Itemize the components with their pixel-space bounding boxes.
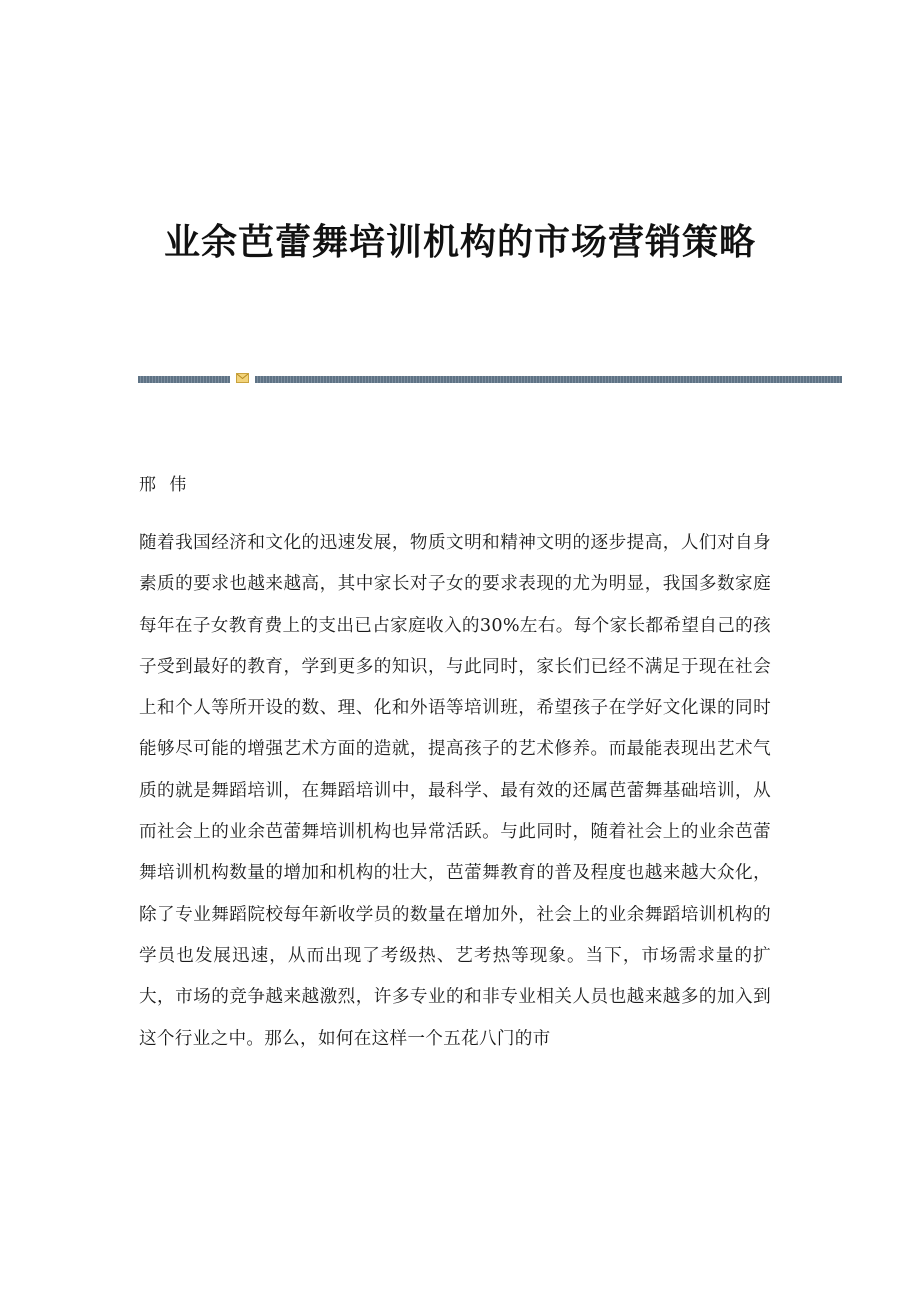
document-title: 业余芭蕾舞培训机构的市场营销策略	[163, 222, 756, 263]
author-name: 邢 伟	[139, 475, 191, 495]
envelope-icon	[236, 373, 249, 383]
divider-bar-left	[138, 376, 230, 383]
divider-bar-right	[255, 376, 842, 383]
body-paragraph: 随着我国经济和文化的迅速发展，物质文明和精神文明的逐步提高，人们对自身素质的要求也越来越高，其中家长对子女的要求表现的尤为明显，我国多数家庭每年在子女教育费上的支出已占家庭收入的30%左右。每个家长都希望自己的孩子受到最好的教育，学到更多的知识，与此同时，家长们已经不满足于现在社会上和个人等所开设的数、理、化和外语等培训班，希望孩子在学好文化课的同时能够尽可能的增强艺术方面的造就，提高孩子的艺术修养。而最能表现出艺术气质的就是舞蹈培训，在舞蹈培训中，最科学、最有效的还属芭蕾舞基础培训，从而社会上的业余芭蕾舞培训机构也异常活跃。与此同时，随着社会上的业余芭蕾舞培训机构数量的增加和机构的壮大，芭蕾舞教育的普及程度也越来越大众化，除了专业舞蹈院校每年新收学员的数量在增加外，社会上的业余舞蹈培训机构的学员也发展迅速，从而出现了考级热、艺考热等现象。当下，市场需求量的扩大，市场的竞争越来越激烈，许多专业的和非专业相关人员也越来越多的加入到这个行业之中。那么，如何在这样一个五花八门的市	[139, 533, 771, 1049]
title-divider	[138, 372, 842, 386]
